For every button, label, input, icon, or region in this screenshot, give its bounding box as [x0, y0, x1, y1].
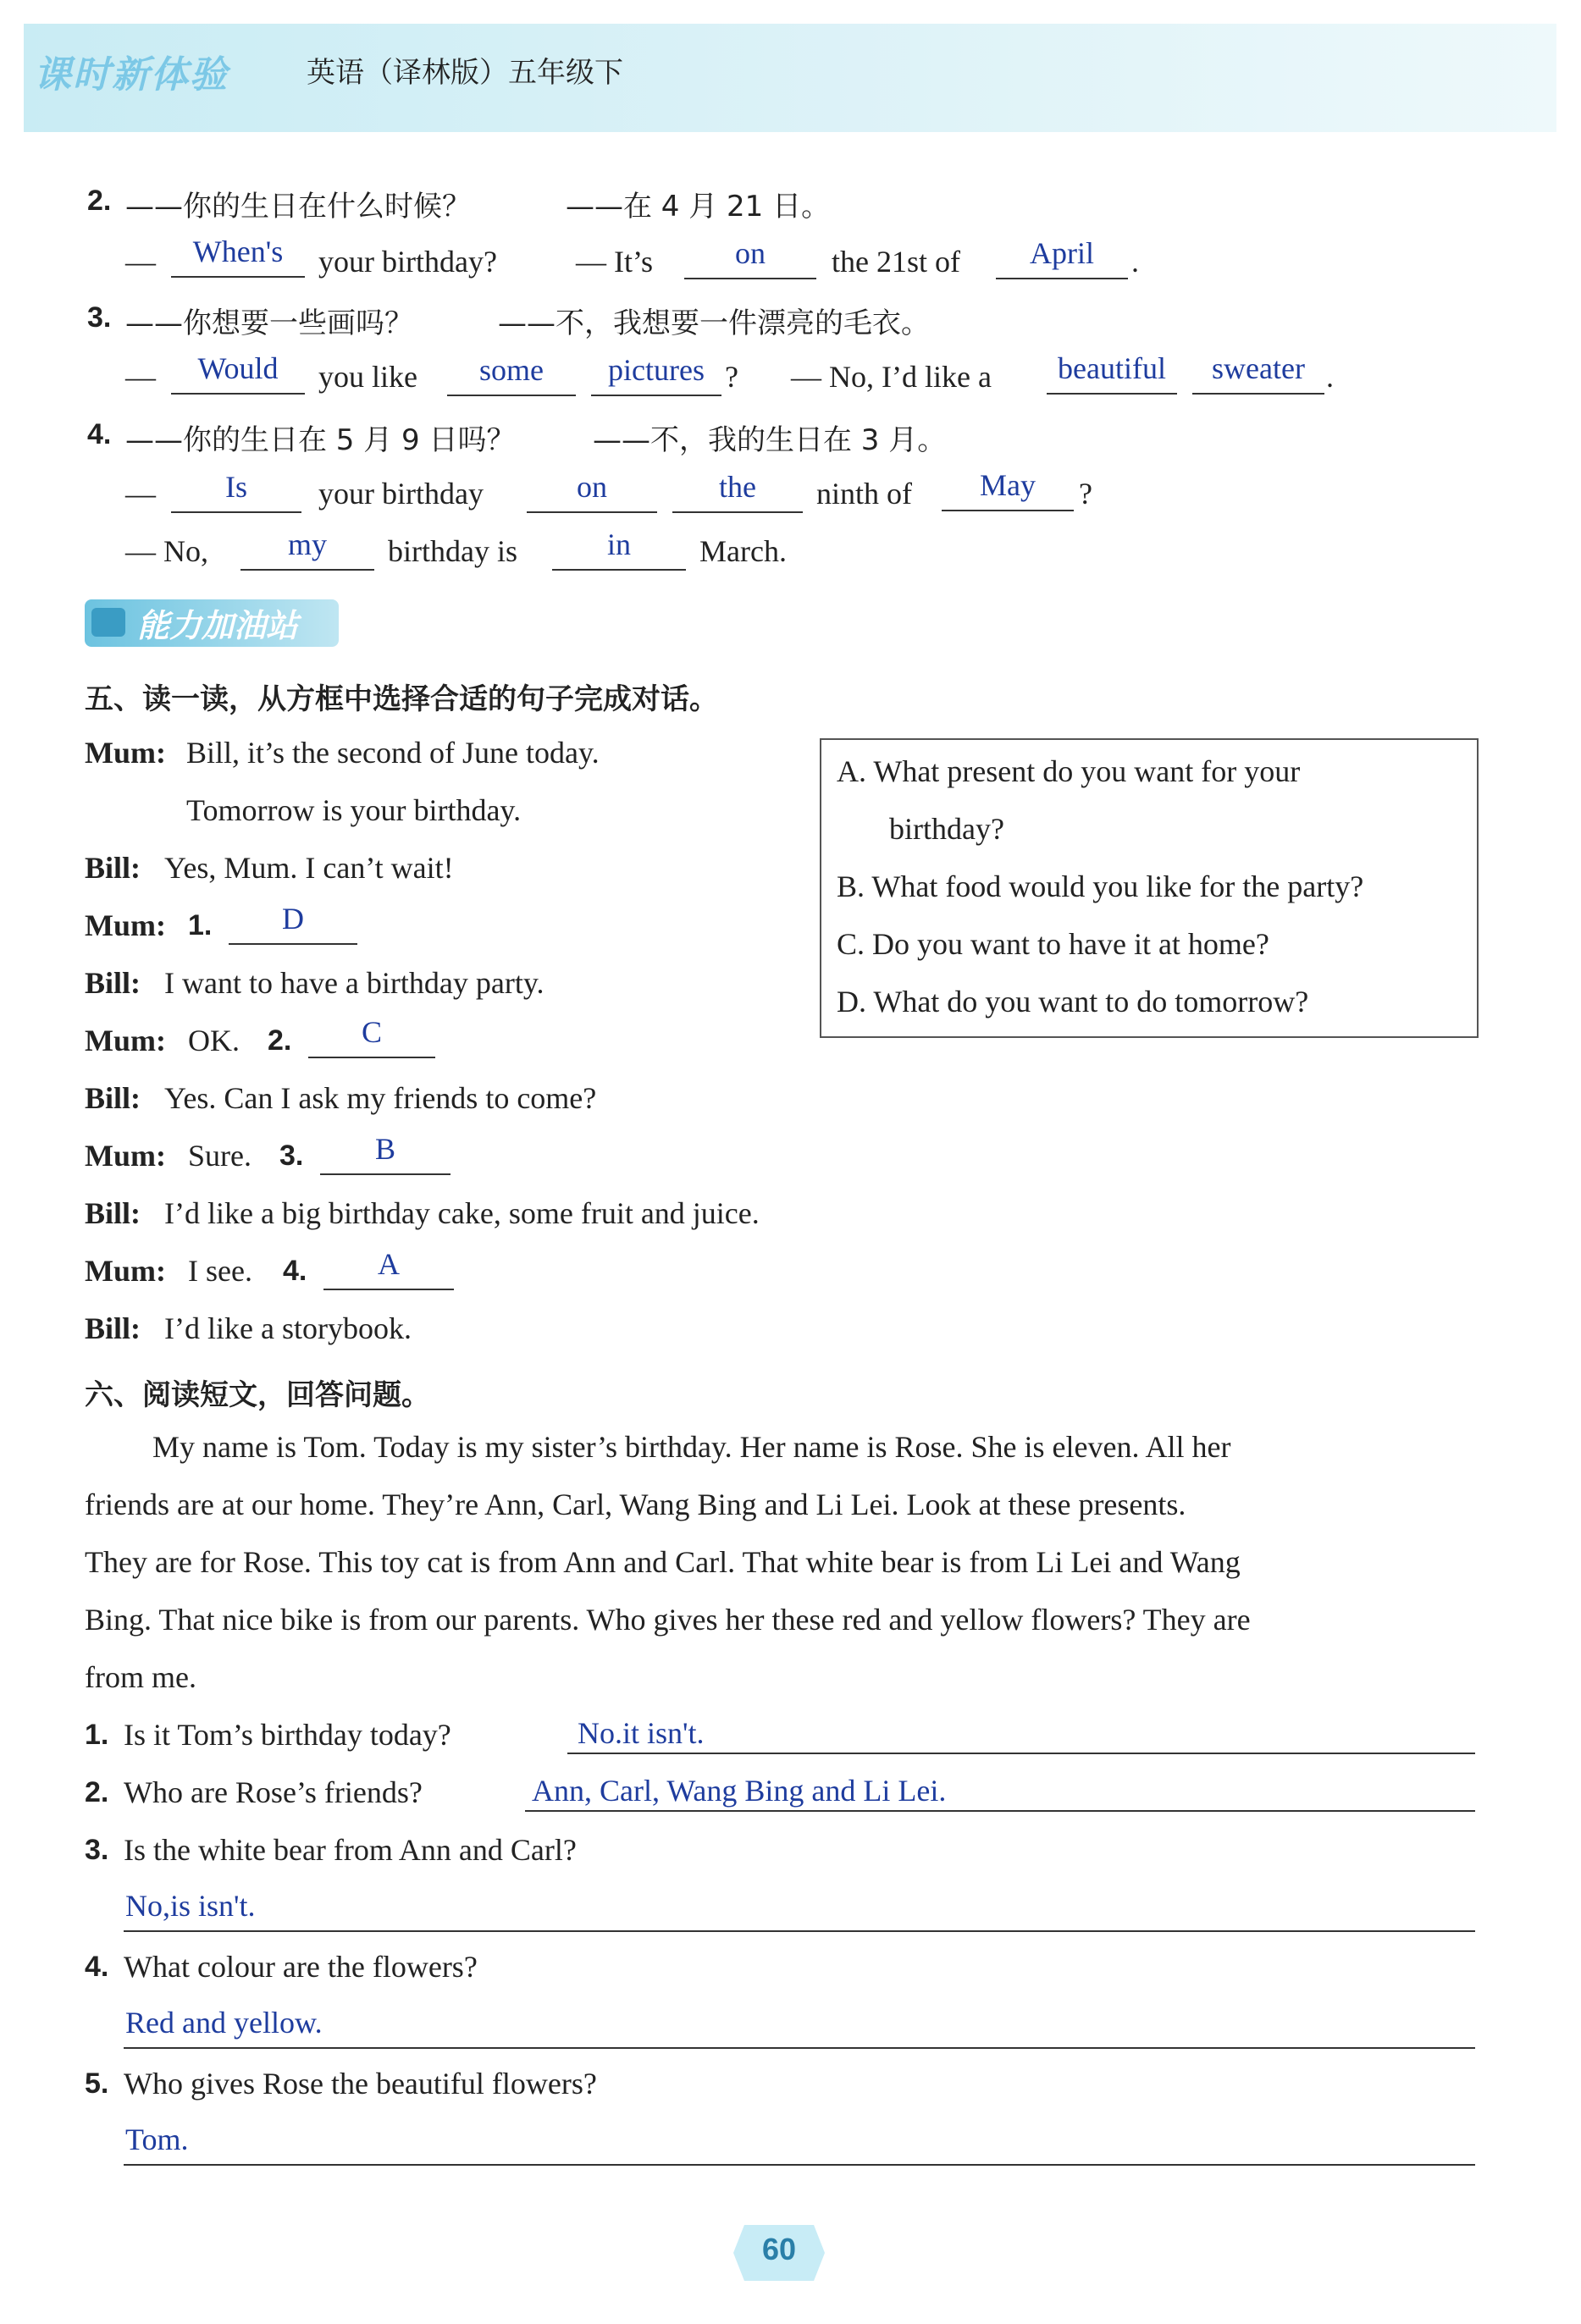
q4-text-1: your birthday [318, 477, 484, 511]
q3-zh-question: ——你想要一些画吗？ [125, 306, 413, 340]
q4-number: 4. [87, 418, 112, 450]
dialog-speaker: Bill: [85, 1311, 141, 1345]
answer-line [124, 2047, 1475, 2049]
answer-line [124, 2164, 1475, 2166]
q2-zh-question: ——你的生日在什么时候？ [125, 190, 471, 224]
q4-answer-5: my [287, 527, 327, 561]
reading-question: Is it Tom’s birthday today? [124, 1718, 451, 1752]
dialog-speaker: Mum: [85, 908, 166, 942]
reading-question: Who are Rose’s friends? [124, 1775, 423, 1809]
dialog-line: Tomorrow is your birthday. [186, 793, 522, 827]
q4-answer-4: May [980, 468, 1036, 502]
passage-line: Bing. That nice bike is from our parents. Who gives her these red and yellow flowers? They are [85, 1603, 1251, 1637]
dialog-speaker: Mum: [85, 736, 166, 770]
banner-icon [91, 608, 125, 637]
q3-number: 3. [87, 301, 112, 334]
q3-answer-1: Would [197, 351, 279, 385]
dialog-answer-2: C [361, 1015, 382, 1049]
q2-text-3: the 21st of [832, 245, 960, 279]
dialog-line: I’d like a big birthday cake, some fruit and juice. [164, 1196, 760, 1230]
reading-question: What colour are the flowers? [124, 1950, 478, 1984]
option-a: A. What present do you want for your [837, 754, 1301, 788]
reading-q-number: 4. [85, 1951, 109, 1983]
q3-text-3: — No, I’d like a [791, 360, 992, 394]
q4-line2-start: — No, [125, 534, 208, 568]
q4-line2-end: March. [699, 534, 787, 568]
dialog-blank-number: 2. [268, 1024, 292, 1057]
q2-answer-2: on [735, 236, 766, 270]
dialog-blank-number: 3. [279, 1140, 304, 1172]
dialog-speaker: Bill: [85, 1196, 141, 1230]
q2-text-1: your birthday? [318, 245, 497, 279]
brand-title: 课时新体验 [34, 53, 229, 97]
q2-answer-3: April [1030, 236, 1094, 270]
reading-answer[interactable]: Tom. [125, 2123, 189, 2156]
q4-line2-mid: birthday is [388, 534, 517, 568]
q2-zh-answer: ——在 4 月 21 日。 [566, 190, 831, 224]
option-a-cont: birthday? [889, 812, 1004, 846]
banner-label: 能力加油站 [137, 607, 299, 644]
dialog-line: OK. [188, 1024, 240, 1057]
reading-question: Is the white bear from Ann and Carl? [124, 1833, 577, 1867]
reading-answer[interactable]: No.it isn't. [578, 1716, 705, 1750]
q3-text-2: ? [725, 360, 738, 394]
section6-title: 六、阅读短文，回答问题。 [85, 1378, 430, 1412]
passage-line: from me. [85, 1660, 196, 1694]
dialog-speaker: Mum: [85, 1024, 166, 1057]
reading-answer[interactable]: No,is isn't. [125, 1889, 256, 1923]
page-header [24, 24, 1556, 132]
dialog-line: I want to have a birthday party. [164, 966, 545, 1000]
reading-q-number: 5. [85, 2067, 109, 2100]
q4-zh-question: ——你的生日在 5 月 9 日吗？ [125, 423, 516, 457]
option-b: B. What food would you like for the party? [837, 869, 1364, 903]
q4-zh-answer: ——不，我的生日在 3 月。 [593, 423, 947, 457]
q4-answer-2: on [577, 470, 607, 504]
q2-text-2: — It’s [576, 245, 654, 279]
reading-answer[interactable]: Red and yellow. [125, 2006, 323, 2040]
dialog-line: Yes. Can I ask my friends to come? [164, 1081, 597, 1115]
dialog-speaker: Mum: [85, 1139, 166, 1173]
option-c: C. Do you want to have it at home? [837, 927, 1269, 961]
passage-line: My name is Tom. Today is my sister’s birthday. Her name is Rose. She is eleven. All her [152, 1430, 1231, 1464]
q4-text-3: ? [1079, 477, 1092, 511]
passage-line: They are for Rose. This toy cat is from Ann and Carl. That white bear is from Li Lei and Wang [85, 1545, 1241, 1579]
q3-answer-2: some [479, 353, 544, 387]
answer-line [525, 1810, 1475, 1812]
dialog-line: I see. [188, 1254, 252, 1288]
answer-line [124, 1930, 1475, 1932]
q4-answer-6: in [606, 527, 631, 561]
q3-answer-3: pictures [608, 353, 705, 387]
section5-title: 五、读一读，从方框中选择合适的句子完成对话。 [85, 682, 718, 716]
q3-answer-4: beautiful [1058, 351, 1166, 385]
page-number: 60 [761, 2232, 797, 2266]
reading-q-number: 1. [85, 1719, 109, 1751]
q4-answer-1: Is [225, 470, 247, 504]
option-d: D. What do you want to do tomorrow? [837, 985, 1309, 1018]
q3-dash: — [125, 360, 156, 394]
dialog-answer-1: D [282, 902, 304, 936]
q3-answer-5: sweater [1212, 351, 1305, 385]
q2-end: . [1131, 245, 1139, 279]
dialog-blank-number: 1. [188, 909, 213, 941]
dialog-line: Bill, it’s the second of June today. [186, 736, 600, 770]
dialog-speaker: Bill: [85, 851, 141, 885]
reading-answer[interactable]: Ann, Carl, Wang Bing and Li Lei. [532, 1774, 947, 1808]
dialog-answer-4: A [378, 1247, 400, 1281]
dialog-speaker: Bill: [85, 1081, 141, 1115]
dialog-line: Yes, Mum. I can’t wait! [164, 851, 454, 885]
q2-number: 2. [87, 185, 112, 217]
dialog-line: I’d like a storybook. [164, 1311, 412, 1345]
q3-zh-answer: ——不，我想要一件漂亮的毛衣。 [498, 306, 930, 340]
dialog-line: Sure. [188, 1139, 252, 1173]
subject-title: 英语（译林版）五年级下 [307, 56, 623, 90]
answer-line [567, 1753, 1475, 1754]
reading-question: Who gives Rose the beautiful flowers? [124, 2067, 597, 2100]
q3-text-1: you like [318, 360, 417, 394]
q2-dash: — [125, 245, 156, 279]
reading-q-number: 2. [85, 1776, 109, 1808]
passage-line: friends are at our home. They’re Ann, Carl, Wang Bing and Li Lei. Look at these presents. [85, 1488, 1186, 1521]
dialog-answer-3: B [374, 1132, 395, 1166]
dialog-blank-number: 4. [283, 1255, 307, 1287]
q4-answer-3: the [719, 470, 756, 504]
q2-answer-1: When's [192, 235, 284, 268]
dialog-speaker: Bill: [85, 966, 141, 1000]
reading-q-number: 3. [85, 1834, 109, 1866]
q4-text-2: ninth of [816, 477, 912, 511]
dialog-speaker: Mum: [85, 1254, 166, 1288]
q3-end: . [1326, 360, 1334, 394]
q4-dash: — [125, 477, 156, 511]
